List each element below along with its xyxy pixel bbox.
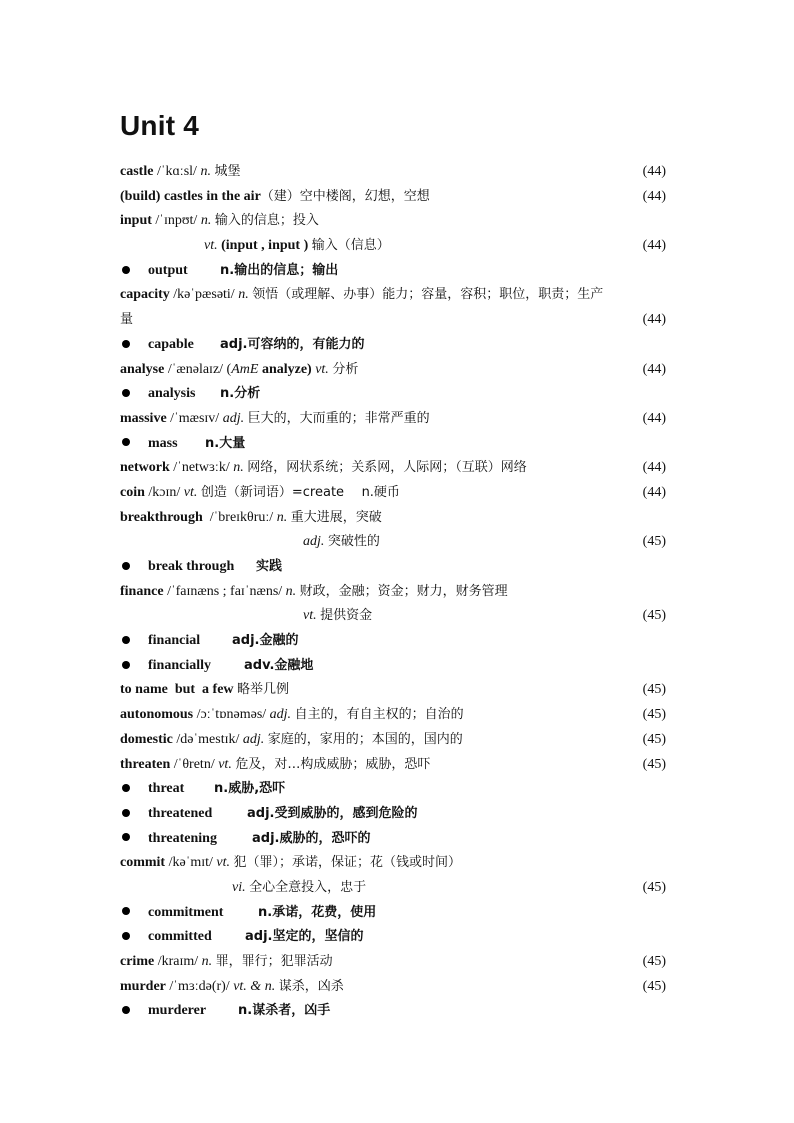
- derived-item: [120, 629, 676, 654]
- part-of-speech: vi.: [232, 879, 246, 895]
- page-ref: (44): [642, 238, 666, 254]
- list-item: [120, 703, 676, 728]
- bullet-icon: [122, 1006, 130, 1014]
- part-of-speech: vt.: [216, 855, 231, 871]
- list-item: [120, 530, 676, 555]
- ame-label: AmE: [231, 361, 259, 377]
- word: castle: [120, 164, 154, 179]
- definition: adj.威胁的，恐吓的: [252, 830, 371, 846]
- word: analysis: [148, 386, 196, 402]
- list-item: [120, 308, 676, 333]
- definition: n.谋杀者，凶手: [238, 1003, 331, 1019]
- derived-item: [120, 654, 676, 679]
- definition: 财政，金融；资金；财力，财务管理: [299, 583, 508, 599]
- bullet-icon: [122, 809, 130, 817]
- definition: 犯（罪）；承诺，保证；花（钱或时间）: [233, 855, 462, 871]
- list-item: [120, 580, 676, 605]
- definition: 谋杀，凶杀: [278, 978, 344, 994]
- definition: 突破性的: [327, 534, 380, 550]
- word: autonomous: [120, 707, 194, 723]
- page-ref: (44): [642, 361, 666, 377]
- bullet-icon: [122, 784, 130, 792]
- list-item: [120, 283, 676, 308]
- page-ref: (45): [642, 534, 666, 550]
- vocabulary-list: [120, 160, 676, 1024]
- part-of-speech: n.: [276, 509, 288, 525]
- derived-item: [120, 802, 676, 827]
- definition: （建）空中楼阁，幻想，空想: [260, 188, 430, 204]
- list-item: [120, 456, 676, 481]
- page-ref: (44): [642, 188, 666, 204]
- list-item: [120, 851, 676, 876]
- page-ref: (45): [642, 731, 666, 747]
- part-of-speech: n.: [285, 583, 297, 599]
- part-of-speech: n.: [200, 164, 211, 179]
- part-of-speech: n.: [233, 460, 244, 476]
- word: murder: [120, 978, 166, 994]
- derived-item: [120, 777, 676, 802]
- phonetic: /ˈfaɪnæns ; faɪˈnæns/: [167, 583, 283, 599]
- phonetic: /ˈkɑːsl/: [156, 164, 197, 179]
- bullet-icon: [122, 340, 130, 348]
- phonetic: /ˈɪnpʊt/: [155, 213, 198, 229]
- part-of-speech: n.: [200, 213, 212, 229]
- bullet-icon: [122, 661, 130, 669]
- word: analyse: [120, 361, 165, 377]
- phonetic: /kəˈpæsəti/: [173, 287, 235, 303]
- word: output: [148, 262, 188, 278]
- bullet-icon: [122, 562, 130, 570]
- definition: 输入的信息；投入: [214, 213, 319, 229]
- list-item: [120, 358, 676, 383]
- definition: adv.金融地: [244, 657, 314, 673]
- definition: 量: [120, 312, 134, 328]
- part-of-speech: vt.: [204, 238, 218, 254]
- word: breakthrough: [120, 509, 203, 525]
- list-item: [120, 506, 676, 531]
- list-item: [120, 160, 676, 185]
- derived-item: [120, 555, 676, 580]
- list-item: [120, 185, 676, 210]
- list-item: [120, 481, 676, 506]
- word: financially: [148, 657, 212, 673]
- page-ref: (45): [642, 682, 666, 698]
- page-ref: (44): [642, 164, 666, 179]
- word: threaten: [120, 756, 171, 772]
- definition: 创造（新词语）=create: [200, 484, 345, 500]
- list-item: [120, 728, 676, 753]
- page-ref: (45): [642, 608, 666, 624]
- part-of-speech: vt.: [303, 608, 317, 624]
- word: crime: [120, 954, 155, 969]
- word: threatening: [148, 830, 217, 846]
- word: threatened: [148, 805, 213, 821]
- bullet-icon: [122, 907, 130, 915]
- word: finance: [120, 583, 164, 599]
- part-of-speech: adj.: [303, 534, 325, 550]
- derived-item: [120, 333, 676, 358]
- phonetic: /ɔːˈtɒnəməs/: [196, 707, 267, 723]
- phonetic: /ˈbreɪkθruː/: [209, 509, 274, 525]
- definition: n.分析: [220, 386, 261, 402]
- bullet-icon: [122, 636, 130, 644]
- word: (build) castles in the air: [120, 188, 261, 204]
- derived-item: [120, 432, 676, 457]
- derived-item: [120, 901, 676, 926]
- list-item: [120, 678, 676, 703]
- phonetic: /ˈmæsɪv/: [170, 410, 220, 426]
- definition: 分析: [332, 361, 359, 377]
- phonetic: /kəˈmɪt/: [168, 855, 213, 871]
- definition: 输入（信息）: [311, 238, 390, 254]
- phonetic: /ˈmɜːdə(r)/: [169, 978, 230, 994]
- derived-item: [120, 999, 676, 1024]
- bullet-icon: [122, 438, 130, 446]
- bullet-icon: [122, 389, 130, 397]
- definition: n.威胁,恐吓: [214, 781, 286, 797]
- word: murderer: [148, 1003, 207, 1019]
- word: threat: [148, 781, 185, 797]
- definition: adj.可容纳的，有能力的: [220, 336, 365, 352]
- part-of-speech: n.: [238, 287, 249, 303]
- derived-item: [120, 382, 676, 407]
- page-ref: (45): [642, 954, 666, 969]
- list-item: [120, 876, 676, 901]
- word: coin: [120, 484, 145, 500]
- word: commit: [120, 855, 166, 871]
- definition: 巨大的，大而重的；非常严重的: [247, 410, 430, 426]
- page-ref: (45): [642, 978, 666, 994]
- list-item: [120, 234, 676, 259]
- part-of-speech: adj.: [269, 707, 292, 723]
- word: network: [120, 460, 170, 476]
- word: commitment: [148, 904, 224, 920]
- page-ref: (45): [642, 707, 666, 723]
- definition: 罪，罪行；犯罪活动: [215, 954, 333, 969]
- derived-item: [120, 925, 676, 950]
- phonetic: /kɔɪn/: [148, 484, 181, 500]
- part-of-speech: n.: [201, 954, 213, 969]
- definition: n.大量: [205, 435, 246, 451]
- definition: 危及，对…构成威胁；威胁，恐吓: [235, 756, 431, 772]
- definition: 自主的，有自主权的；自治的: [294, 707, 464, 723]
- derived-item: [120, 259, 676, 284]
- list-item: [120, 604, 676, 629]
- definition: 提供资金: [320, 608, 373, 624]
- bullet-icon: [122, 833, 130, 841]
- part-of-speech: vt.: [183, 484, 198, 500]
- alt-open: (: [226, 361, 232, 377]
- word: capable: [148, 336, 194, 352]
- page-ref: (45): [642, 756, 666, 772]
- definition: adj.坚定的，坚信的: [245, 929, 364, 945]
- definition-2: n.硬币: [361, 484, 400, 500]
- alt-spelling: analyze): [261, 361, 312, 377]
- word: break through: [148, 559, 235, 574]
- word: financial: [148, 633, 201, 649]
- bullet-icon: [122, 932, 130, 940]
- word: committed: [148, 929, 212, 945]
- part-of-speech: adj.: [222, 410, 245, 426]
- derived-item: [120, 827, 676, 852]
- page-ref: (44): [642, 484, 666, 500]
- page-ref: (44): [642, 460, 666, 476]
- part-of-speech: vt. & n.: [233, 978, 276, 994]
- bullet-icon: [122, 266, 130, 274]
- page-ref: (44): [642, 312, 666, 328]
- definition: 全心全意投入，忠于: [249, 879, 367, 895]
- part-of-speech: adj.: [242, 731, 265, 747]
- definition: adj.金融的: [232, 633, 299, 649]
- definition: 家庭的，家用的；本国的，国内的: [267, 731, 463, 747]
- list-item: [120, 975, 676, 1000]
- phonetic: /ˈθretn/: [173, 756, 215, 772]
- definition: 实践: [256, 559, 283, 574]
- definition: adj.受到威胁的，感到危险的: [247, 805, 418, 821]
- word-forms: (input , input ): [221, 238, 309, 254]
- definition: 重大进展，突破: [290, 509, 382, 525]
- phonetic: /ˈænəlaɪz/: [167, 361, 224, 377]
- word: massive: [120, 410, 167, 426]
- definition: 领悟（或理解、办事）能力；容量，容积；职位，职责；生产: [252, 287, 604, 303]
- word: mass: [148, 435, 178, 451]
- phonetic: /ˈnetwɜːk/: [173, 460, 230, 476]
- word: domestic: [120, 731, 173, 747]
- definition: 城堡: [214, 164, 241, 179]
- definition: n.输出的信息；输出: [220, 262, 339, 278]
- part-of-speech: vt.: [315, 361, 329, 377]
- word: input: [120, 213, 152, 229]
- phonetic: /kraɪm/: [157, 954, 199, 969]
- page-title: Unit 4: [120, 110, 199, 141]
- phonetic: /dəˈmestɪk/: [176, 731, 240, 747]
- definition: 略举几例: [237, 682, 290, 698]
- definition: 网络，网状系统；关系网，人际网；（互联）网络: [247, 460, 527, 476]
- page-ref: (45): [642, 879, 666, 895]
- word: to name but a few: [120, 682, 234, 698]
- page-ref: (44): [642, 410, 666, 426]
- part-of-speech: vt.: [218, 756, 232, 772]
- list-item: [120, 753, 676, 778]
- definition: n.承诺，花费，使用: [258, 904, 377, 920]
- list-item: [120, 209, 676, 234]
- list-item: [120, 407, 676, 432]
- word: capacity: [120, 287, 170, 303]
- list-item: [120, 950, 676, 975]
